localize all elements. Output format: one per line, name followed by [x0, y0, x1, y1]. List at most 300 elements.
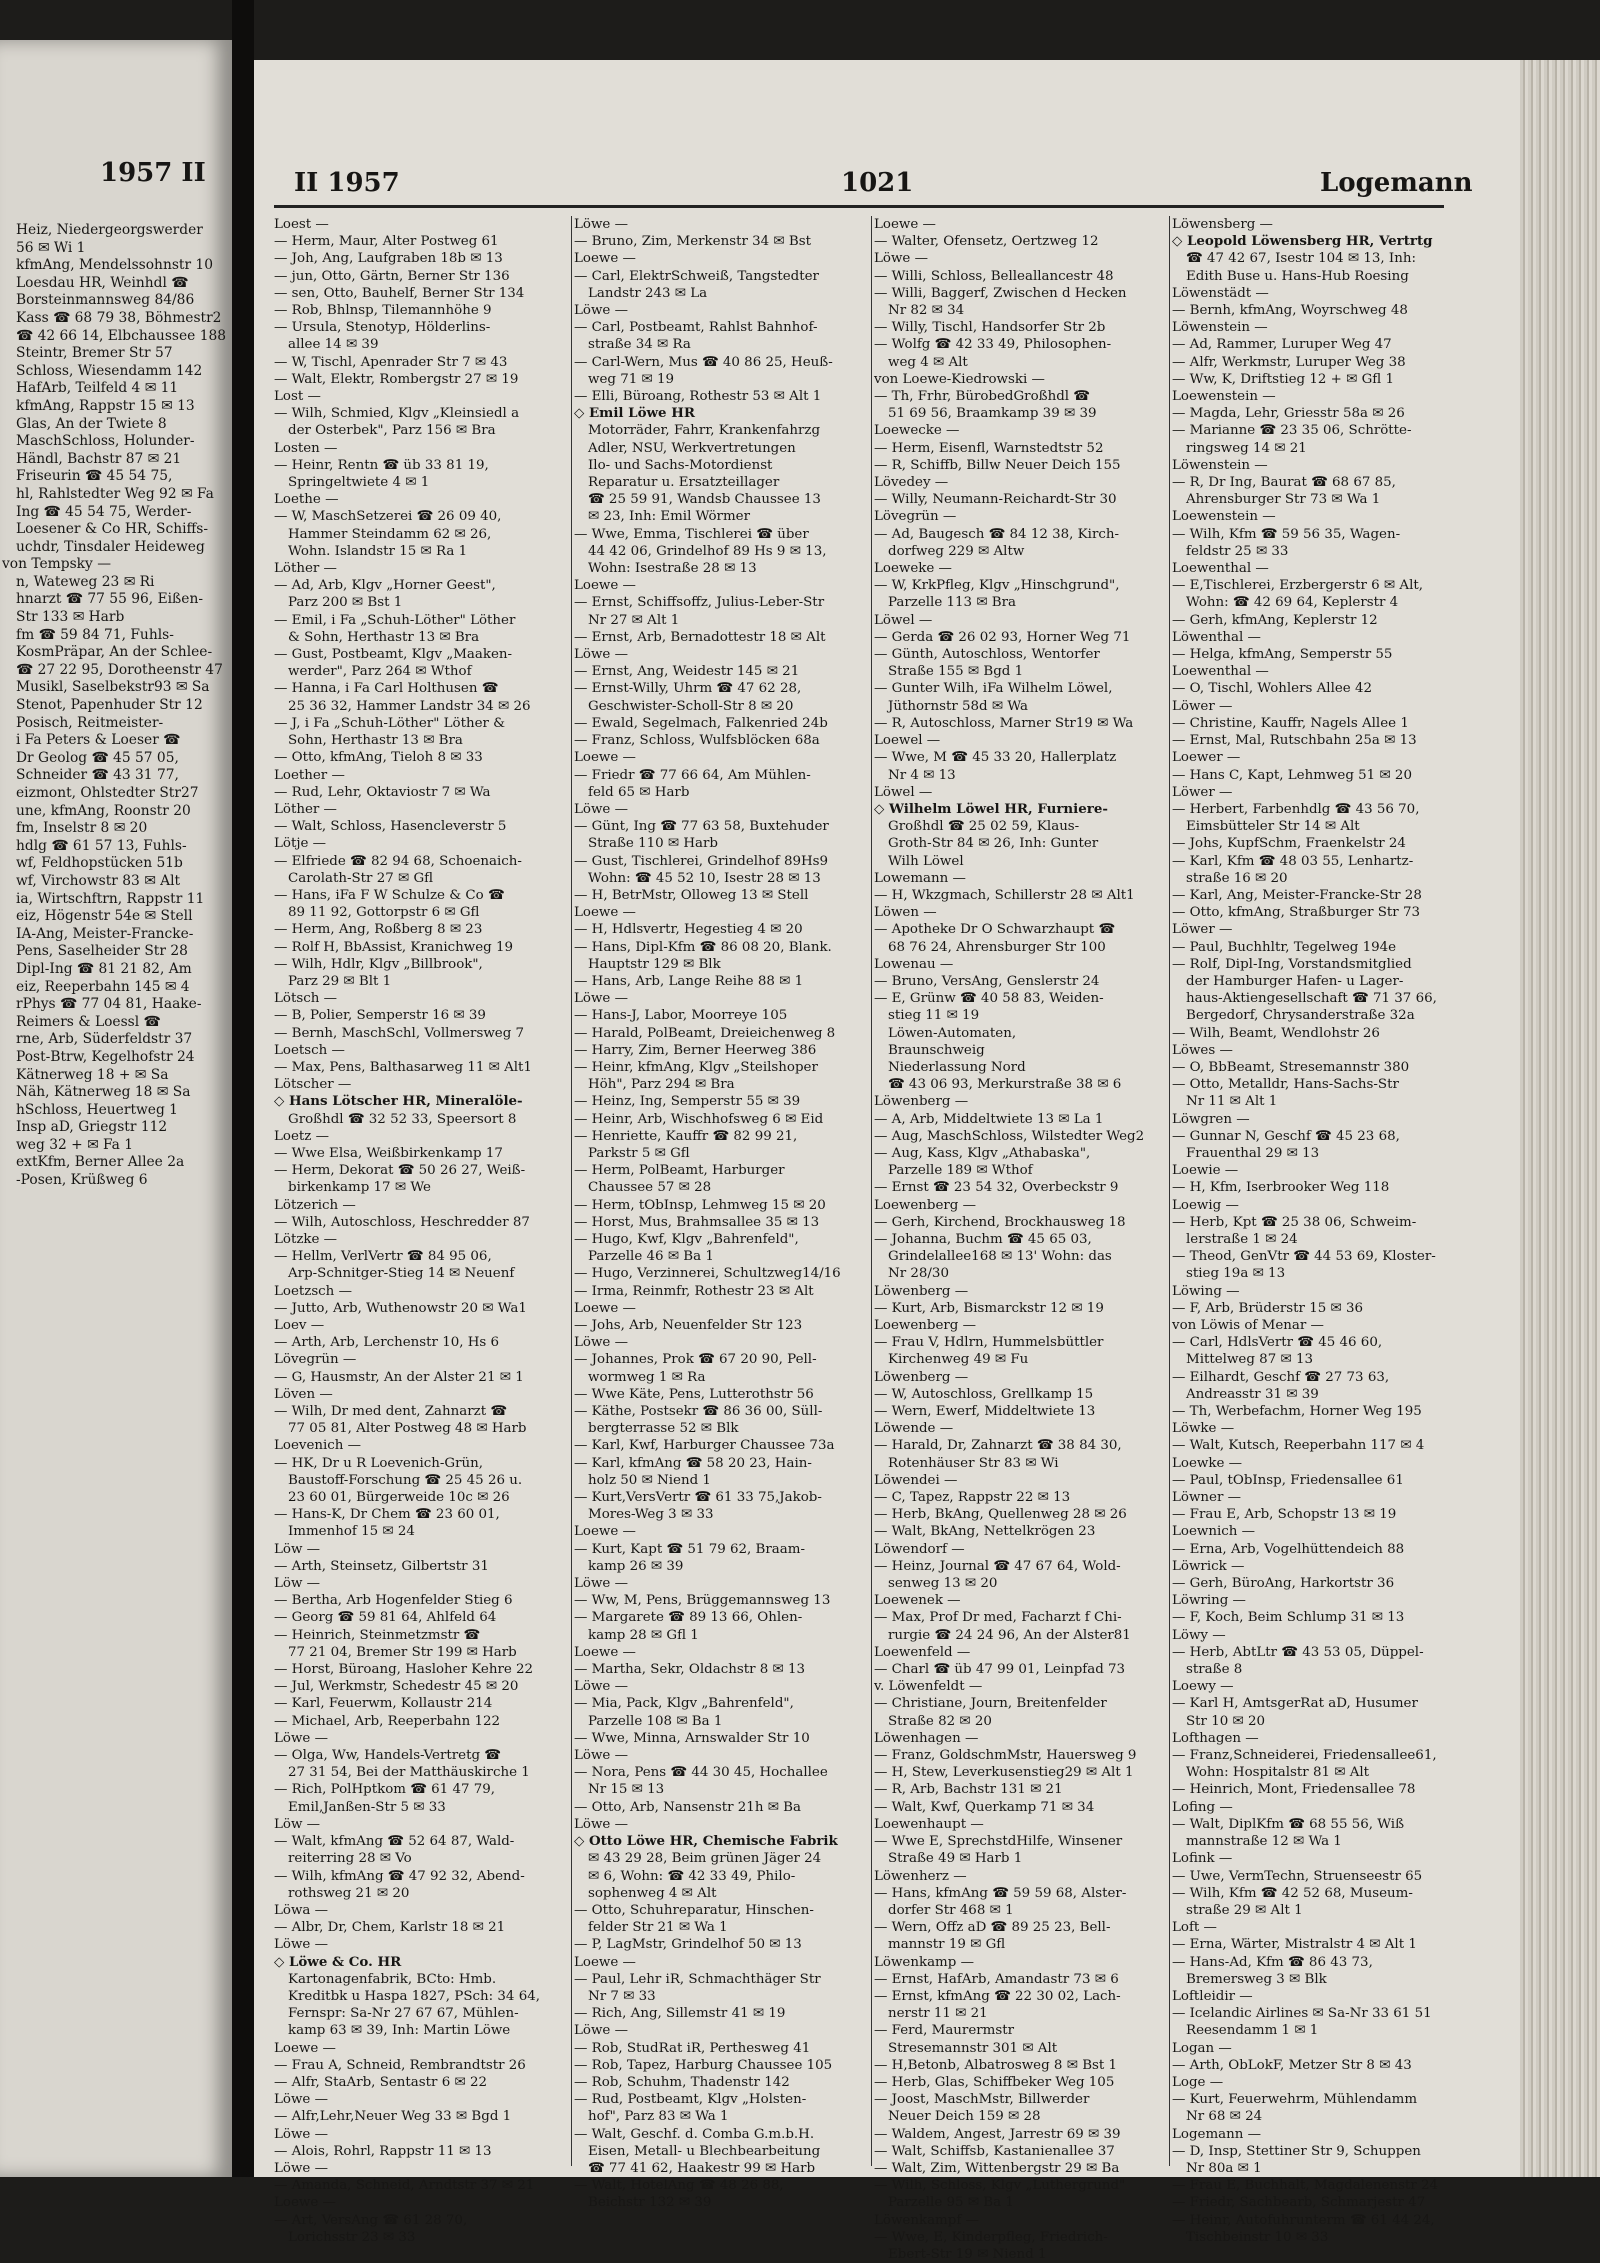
directory-entry-line: — Walt, kfmAng ☎ 52 64 87, Wald- — [274, 1834, 515, 1850]
directory-entry-line: Löven — — [274, 1386, 333, 1402]
directory-entry-line: Immenhof 15 ✉ 24 — [288, 1524, 415, 1540]
directory-entry-line: — Herm, Eisenfl, Warnstedtstr 52 — [874, 440, 1104, 456]
directory-entry-line: — C, Tapez, Rappstr 22 ✉ 13 — [874, 1490, 1071, 1506]
directory-entry-line: — Nora, Pens ☎ 44 30 45, Hochallee — [574, 1765, 828, 1781]
directory-entry-line: — Arth, Steinsetz, Gilbertstr 31 — [274, 1558, 489, 1574]
directory-entry-line: reiterring 28 ✉ Vo — [288, 1851, 412, 1867]
directory-entry-line: Lost — — [274, 389, 321, 405]
directory-entry-line: — Helga, kfmAng, Semperstr 55 — [1172, 647, 1393, 663]
directory-entry-line: kamp 26 ✉ 39 — [588, 1558, 684, 1574]
directory-entry-line: Löwenberg — — [874, 1369, 969, 1385]
header-year: II 1957 — [294, 168, 400, 198]
directory-entry-line: hSchloss, Heuertweg 1 — [16, 1101, 178, 1118]
directory-entry-line: — Otto, Schuhreparatur, Hinschen- — [574, 1902, 814, 1918]
directory-entry-line: — Hellm, VerlVertr ☎ 84 95 06, — [274, 1249, 492, 1265]
directory-entry-line: Chaussee 57 ✉ 28 — [588, 1180, 712, 1196]
directory-entry-line: — Gerh, BüroAng, Harkortstr 36 — [1172, 1576, 1395, 1592]
directory-entry-line: — Hanna, i Fa Carl Holthusen ☎ — [274, 681, 499, 697]
directory-entry-line: — Wwe, E, Kinderpfleg, Friedrich- — [874, 2229, 1108, 2245]
directory-entry-line: — Margarete ☎ 89 13 66, Ohlen- — [574, 1610, 803, 1626]
directory-entry-line: Nr 27 ✉ Alt 1 — [588, 612, 680, 628]
directory-entry-line: Löther — — [274, 801, 337, 817]
directory-entry-line: Loewe — — [574, 251, 636, 267]
directory-entry-line: — Christiane, Journ, Breitenfelder — [874, 1696, 1107, 1712]
directory-entry-line: — Hans-Ad, Kfm ☎ 86 43 73, — [1172, 1954, 1373, 1970]
directory-entry-line: — Heinz, Journal ☎ 47 67 64, Wold- — [874, 1558, 1121, 1574]
directory-entry-line: — Herm, tObInsp, Lehmweg 15 ✉ 20 — [574, 1197, 826, 1213]
directory-entry-line: Losten — — [274, 440, 338, 456]
directory-entry-line: — Walt, Kutsch, Reeperbahn 117 ✉ 4 — [1172, 1438, 1425, 1454]
directory-entry-line: Löwenberg — — [874, 1283, 969, 1299]
directory-entry-line: Höh", Parz 294 ✉ Bra — [588, 1077, 735, 1093]
directory-entry-line: — Apotheke Dr O Schwarzhaupt ☎ — [874, 922, 1116, 938]
directory-entry-line: — Wilh, Schmied, Klgv „Kleinsiedl a — [274, 406, 520, 422]
directory-entry-line: — Aug, MaschSchloss, Wilstedter Weg2 — [874, 1128, 1145, 1144]
directory-entry-line: Geschwister-Scholl-Str 8 ✉ 20 — [588, 698, 794, 714]
directory-entry-line: — Walt, Schloss, Hasencleverstr 5 — [274, 819, 507, 835]
directory-entry-line: Loewnich — — [1172, 1524, 1256, 1540]
directory-entry-line: — Kurt,VersVertr ☎ 61 33 75,Jakob- — [574, 1490, 822, 1506]
directory-entry-line: Loewenthal — — [1172, 664, 1269, 680]
directory-entry-line: — R, Dr Ing, Baurat ☎ 68 67 85, — [1172, 475, 1396, 491]
directory-entry-line: Eisen, Metall- u Blechbearbeitung — [588, 2143, 821, 2159]
directory-entry-line: — Th, Werbefachm, Horner Weg 195 — [1172, 1404, 1422, 1420]
directory-entry-line: — Heinr, Rentn ☎ üb 33 81 19, — [274, 457, 489, 473]
directory-entry-line: Andreasstr 31 ✉ 39 — [1186, 1386, 1319, 1402]
directory-entry-line: Nr 82 ✉ 34 — [888, 303, 965, 319]
directory-entry-line: — Gerh, kfmAng, Keplerstr 12 — [1172, 612, 1378, 628]
directory-entry-line: wormweg 1 ✉ Ra — [588, 1369, 706, 1385]
directory-entry-line: — Hans C, Kapt, Lehmweg 51 ✉ 20 — [1172, 767, 1412, 783]
directory-entry-line: Motorräder, Fahrr, Krankenfahrzg — [588, 423, 821, 439]
directory-entry-line: — Käthe, Postsekr ☎ 86 36 00, Süll- — [574, 1404, 823, 1420]
directory-entry-line: Adler, NSU, Werkvertretungen — [588, 440, 796, 456]
directory-entry-line: — H, Stew, Leverkusenstieg29 ✉ Alt 1 — [874, 1765, 1134, 1781]
directory-entry-line: Nr 28/30 — [888, 1266, 949, 1282]
directory-entry-line: — W, MaschSetzerei ☎ 26 09 40, — [274, 509, 502, 525]
directory-entry-line: — Marianne ☎ 23 35 06, Schrötte- — [1172, 423, 1412, 439]
directory-entry-line: Ilo- und Sachs-Motordienst — [588, 457, 773, 473]
directory-entry-line: Dipl-Ing ☎ 81 21 82, Am — [16, 960, 192, 977]
directory-entry-line: Parz 29 ✉ Blt 1 — [288, 973, 392, 989]
directory-entry-line: Löwendorf — — [874, 1541, 965, 1557]
directory-entry-line: Loewy — — [1172, 1679, 1234, 1695]
directory-entry-line: — Walt, Elektr, Rombergstr 27 ✉ 19 — [274, 371, 519, 387]
directory-entry-line: — Charl ☎ üb 47 99 01, Leinpfad 73 — [874, 1662, 1126, 1678]
directory-entry-line: straße 16 ✉ 20 — [1186, 870, 1288, 886]
directory-entry-line: Löwe — — [574, 647, 628, 663]
directory-entry-line: Niederlassung Nord — [888, 1059, 1026, 1075]
directory-column-4 — [1172, 216, 1472, 2246]
directory-entry-line: Parzelle 113 ✉ Bra — [888, 595, 1017, 611]
directory-entry-line: — Heinrich, Steinmetzmstr ☎ — [274, 1627, 481, 1643]
directory-entry-line: — Bruno, VersAng, Genslerstr 24 — [874, 973, 1100, 989]
directory-entry-line: — Willi, Schloss, Belleallancestr 48 — [874, 268, 1114, 284]
directory-entry-line: Löwe — — [574, 1748, 628, 1764]
page-number: 1021 — [841, 168, 914, 198]
directory-entry-line: Loewenthal — — [1172, 561, 1269, 577]
directory-entry-line: — Aug, Kass, Klgv „Athabaska", — [874, 1145, 1091, 1161]
directory-entry-line: lerstraße 1 ✉ 24 — [1186, 1231, 1298, 1247]
left-page-header: 1957 II — [100, 158, 206, 188]
directory-entry-line: ☎ 42 66 14, Elbchaussee 188 — [16, 327, 227, 344]
directory-entry-line: — Rolf H, BbAssist, Kranichweg 19 — [274, 939, 514, 955]
directory-entry-line: — Wilh, Dr med dent, Zahnarzt ☎ — [274, 1404, 508, 1420]
directory-entry-line: — W, KrkPfleg, Klgv „Hinschgrund", — [874, 578, 1120, 594]
directory-entry-line: eiz, Högenstr 54e ✉ Stell — [16, 908, 193, 925]
directory-entry-line: — E, Grünw ☎ 40 58 83, Weiden- — [874, 991, 1104, 1007]
directory-entry-line: — Karl, Ang, Meister-Francke-Str 28 — [1172, 887, 1422, 903]
directory-entry-line: Loetzsch — — [274, 1283, 352, 1299]
directory-entry-line: ☎ 43 06 93, Merkurstraße 38 ✉ 6 — [888, 1077, 1122, 1093]
directory-entry-line: — Frau A, Schneid, Rembrandtstr 26 — [274, 2057, 526, 2073]
directory-entry-line: — Gust, Tischlerei, Grindelhof 89Hs9 — [574, 853, 829, 869]
directory-entry-line: 56 ✉ Wi 1 — [16, 239, 86, 256]
directory-entry-line: — Otto, Metalldr, Hans-Sachs-Str — [1172, 1077, 1399, 1093]
directory-entry-line: — Ww, K, Driftstieg 12 + ✉ Gfl 1 — [1172, 371, 1395, 387]
directory-entry-line: 77 21 04, Bremer Str 199 ✉ Harb — [288, 1644, 517, 1660]
directory-entry-line: Löwer — — [1172, 698, 1233, 714]
directory-entry-line: — Amanda, Schneid, Arndtstr 37 ✉ 21 — [274, 2178, 535, 2194]
directory-entry-line: Emil,Janßen-Str 5 ✉ 33 — [288, 1799, 446, 1815]
directory-entry-line: Löwe — — [874, 251, 928, 267]
directory-entry-line: ◇ Leopold Löwensberg HR, Vertrtg — [1172, 233, 1433, 250]
directory-entry-line: Jüthornstr 58d ✉ Wa — [888, 698, 1028, 714]
directory-entry-line: der Osterbek", Parz 156 ✉ Bra — [288, 423, 496, 439]
directory-entry-line: — Art, VersAng ☎ 61 28 70, — [274, 2212, 468, 2228]
directory-entry-line: — R, Arb, Bachstr 131 ✉ 21 — [874, 1782, 1063, 1798]
directory-entry-line: Loewe — — [574, 578, 636, 594]
directory-entry-line: Loewer — — [1172, 750, 1241, 766]
directory-entry-line: — Heinr, Autofuhrunterm ☎ 61 44 24, — [1172, 2212, 1435, 2228]
directory-entry-line: 68 76 24, Ahrensburger Str 100 — [888, 939, 1106, 955]
directory-entry-line: — Walt, Schiffsb, Kastanienallee 37 — [874, 2143, 1115, 2159]
directory-entry-line: — jun, Otto, Gärtn, Berner Str 136 — [274, 268, 510, 284]
directory-entry-line: — Ernst-Willy, Uhrm ☎ 47 62 28, — [574, 681, 802, 697]
directory-entry-line: ◇ Hans Lötscher HR, Mineralöle- — [274, 1093, 523, 1110]
directory-entry-line: Bergedorf, Chrysanderstraße 32a — [1186, 1008, 1415, 1024]
directory-entry-line: — Hans, Arb, Lange Reihe 88 ✉ 1 — [574, 973, 804, 989]
directory-entry-line: — Willi, Baggerf, Zwischen d Hecken — [874, 285, 1127, 301]
directory-entry-line: ringsweg 14 ✉ 21 — [1186, 440, 1307, 456]
directory-entry-line: — Icelandic Airlines ✉ Sa-Nr 33 61 51 — [1172, 2006, 1432, 2022]
directory-entry-line: Loest — — [274, 217, 329, 232]
directory-entry-line: — Wilh, kfmAng ☎ 47 92 32, Abend- — [274, 1868, 525, 1884]
directory-entry-line: — Kurt, Kapt ☎ 51 79 62, Braam- — [574, 1541, 805, 1557]
directory-entry-line: — Hans, iFa F W Schulze & Co ☎ — [274, 887, 505, 903]
directory-entry-line: — Alfr,Lehr,Neuer Weg 33 ✉ Bgd 1 — [274, 2109, 512, 2125]
directory-entry-line: — Harry, Zim, Berner Heerweg 386 — [574, 1042, 817, 1058]
directory-entry-line: Posisch, Reitmeister- — [16, 714, 164, 731]
directory-entry-line: Neuer Deich 159 ✉ 28 — [888, 2109, 1041, 2125]
directory-entry-line: Loether — — [274, 767, 345, 783]
directory-entry-line: — Wern, Ewerf, Middeltwiete 13 — [874, 1404, 1096, 1420]
directory-entry-line: — Heinz, Ing, Semperstr 55 ✉ 39 — [574, 1094, 801, 1110]
directory-entry-line: Lorichsstr 23 ✉ 33 — [288, 2229, 416, 2245]
directory-entry-line: — Olga, Ww, Handels-Vertretg ☎ — [274, 1748, 501, 1764]
directory-entry-line: — Joost, MaschMstr, Billwerder — [874, 2092, 1090, 2108]
directory-entry-line: Kirchenweg 49 ✉ Fu — [888, 1352, 1029, 1368]
directory-entry-line: — Max, Prof Dr med, Facharzt f Chi- — [874, 1610, 1122, 1626]
directory-entry-line: — Heinr, Arb, Wischhofsweg 6 ✉ Eid — [574, 1111, 824, 1127]
directory-entry-line: Wohn. Islandstr 15 ✉ Ra 1 — [288, 543, 468, 559]
directory-entry-line: Kreditbk u Haspa 1827, PSch: 34 64, — [288, 1988, 540, 2004]
directory-entry-line: — Hans-K, Dr Chem ☎ 23 60 01, — [274, 1507, 500, 1523]
directory-entry-line: Loeweke — — [874, 561, 952, 577]
directory-entry-line: stieg 11 ✉ 19 — [888, 1008, 980, 1024]
directory-entry-line: Löwer — — [1172, 784, 1233, 800]
directory-entry-line: Loewenstein — — [1172, 389, 1276, 405]
directory-entry-line: allee 14 ✉ 39 — [288, 337, 379, 353]
directory-entry-line: Hauptstr 129 ✉ Blk — [588, 956, 721, 972]
directory-entry-line: Lofink — — [1172, 1851, 1233, 1867]
directory-entry-line: Groth-Str 84 ✉ 26, Inh: Gunter — [888, 836, 1099, 852]
left-page — [0, 40, 232, 2177]
directory-entry-line: — Herm, PolBeamt, Harburger — [574, 1163, 785, 1179]
directory-entry-line: — Max, Pens, Balthasarweg 11 ✉ Alt1 — [274, 1059, 532, 1075]
directory-entry-line: & Sohn, Herthastr 13 ✉ Bra — [288, 629, 480, 645]
directory-entry-line: Nr 80a ✉ 1 — [1186, 2160, 1262, 2176]
directory-entry-line: Kartonagenfabrik, BCto: Hmb. — [288, 1971, 497, 1987]
directory-entry-line: ✉ 6, Wohn: ☎ 42 33 49, Philo- — [588, 1868, 796, 1884]
directory-entry-line: Edith Buse u. Hans-Hub Roesing — [1186, 268, 1409, 284]
directory-entry-line: — Carl, HdlsVertr ☎ 45 46 60, — [1172, 1335, 1383, 1351]
directory-entry-line: Str 133 ✉ Harb — [16, 609, 125, 626]
directory-entry-line: ☎ 47 42 67, Isestr 104 ✉ 13, Inh: — [1186, 251, 1416, 267]
directory-entry-line: hl, Rahlstedter Weg 92 ✉ Fa — [16, 485, 214, 502]
directory-entry-line: Lötsch — — [274, 991, 337, 1007]
directory-entry-line: von Loewe-Kiedrowski — — [874, 371, 1045, 387]
directory-entry-line: Löwy — — [1172, 1627, 1226, 1643]
directory-entry-line: — Wwe, M ☎ 45 33 20, Hallerplatz — [874, 750, 1117, 766]
directory-entry-line: — Rud, Lehr, Oktaviostr 7 ✉ Wa — [274, 784, 491, 800]
directory-entry-line: — Gerh, Kirchend, Brockhausweg 18 — [874, 1214, 1126, 1230]
directory-entry-line: MaschSchloss, Holunder- — [16, 433, 195, 450]
directory-entry-line: Nr 7 ✉ 33 — [588, 1988, 656, 2004]
directory-column-3 — [874, 216, 1170, 2263]
directory-entry-line: — Wilh, Hdlr, Klgv „Billbrook", — [274, 956, 483, 972]
column-divider — [871, 216, 872, 2166]
directory-entry-line: — Rob, StudRat iR, Perthesweg 41 — [574, 2040, 811, 2056]
directory-entry-line: Löwke — — [1172, 1421, 1235, 1437]
directory-entry-line: Parzelle 46 ✉ Ba 1 — [588, 1249, 714, 1265]
directory-entry-line: fm, Inselstr 8 ✉ 20 — [16, 820, 148, 837]
directory-entry-line: — Johanna, Buchm ☎ 45 65 03, — [874, 1231, 1092, 1247]
directory-entry-line: Straße 110 ✉ Harb — [588, 836, 718, 852]
directory-entry-line: Loethe — — [274, 492, 339, 508]
directory-entry-line: Arp-Schnitger-Stieg 14 ✉ Neuenf — [288, 1266, 515, 1282]
directory-entry-line: — Gunnar N, Geschf ☎ 45 23 68, — [1172, 1128, 1400, 1144]
directory-entry-line: Bremersweg 3 ✉ Blk — [1186, 1971, 1327, 1987]
directory-entry-line: extKfm, Berner Allee 2a — [16, 1154, 185, 1171]
directory-entry-line: Schneider ☎ 43 31 77, — [16, 767, 179, 784]
directory-entry-line: — Ursula, Stenotyp, Hölderlins- — [274, 320, 491, 336]
directory-entry-line: senweg 13 ✉ 20 — [888, 1576, 998, 1592]
directory-entry-line: — Alfr, Werkmstr, Luruper Weg 38 — [1172, 354, 1406, 370]
column-divider — [571, 216, 572, 2166]
directory-entry-line: — B, Polier, Semperstr 16 ✉ 39 — [274, 1008, 486, 1024]
directory-entry-line: ✉ 43 29 28, Beim grünen Jäger 24 — [588, 1851, 822, 1867]
directory-entry-line: Lövegrün — — [874, 509, 957, 525]
directory-entry-line: Loewe — — [574, 1524, 636, 1540]
directory-entry-line: — H, Kfm, Iserbrooker Weg 118 — [1172, 1180, 1390, 1196]
directory-entry-line: 51 69 56, Braamkamp 39 ✉ 39 — [888, 406, 1097, 422]
directory-entry-line: — Carl-Wern, Mus ☎ 40 86 25, Heuß- — [574, 354, 833, 370]
directory-entry-line: — Willy, Tischl, Handsorfer Str 2b — [874, 320, 1106, 336]
directory-entry-line: — Alois, Rohrl, Rappstr 11 ✉ 13 — [274, 2143, 492, 2159]
directory-entry-line: — sen, Otto, Bauhelf, Berner Str 134 — [274, 285, 525, 301]
directory-entry-line: — Harald, PolBeamt, Dreieichenweg 8 — [574, 1025, 836, 1041]
directory-entry-line: — Rich, Ang, Sillemstr 41 ✉ 19 — [574, 2006, 786, 2022]
directory-entry-line: — F, Arb, Brüderstr 15 ✉ 36 — [1172, 1300, 1364, 1316]
directory-entry-line: Löwe — — [574, 991, 628, 1007]
directory-entry-line: — R, Schiffb, Billw Neuer Deich 155 — [874, 457, 1121, 473]
directory-entry-line: Löwenstein — — [1172, 320, 1268, 336]
directory-entry-line: Beichstr 132 ✉ 39 — [588, 2195, 712, 2211]
directory-entry-line: -Posen, Krüßweg 6 — [16, 1172, 148, 1189]
directory-entry-line: — Wolfg ☎ 42 33 49, Philosophen- — [874, 337, 1112, 353]
directory-entry-line: Löwing — — [1172, 1283, 1240, 1299]
directory-entry-line: — Gerda ☎ 26 02 93, Horner Weg 71 — [874, 629, 1131, 645]
directory-entry-line: Logan — — [1172, 2040, 1232, 2056]
directory-entry-line: Insp aD, Griegstr 112 — [16, 1119, 168, 1136]
directory-entry-line: Kätnerweg 18 + ✉ Sa — [16, 1066, 169, 1083]
directory-entry-line: — W, Tischl, Apenrader Str 7 ✉ 43 — [274, 354, 508, 370]
directory-entry-line: Sohn, Herthastr 13 ✉ Bra — [288, 733, 463, 749]
directory-entry-line: — Johannes, Prok ☎ 67 20 90, Pell- — [574, 1352, 817, 1368]
directory-page — [254, 60, 1600, 2262]
directory-entry-line: feld 65 ✉ Harb — [588, 784, 690, 800]
directory-entry-line: bergterrasse 52 ✉ Blk — [588, 1421, 739, 1437]
directory-entry-line: IA-Ang, Meister-Francke- — [16, 925, 194, 942]
directory-entry-line: 23 60 01, Bürgerweide 10c ✉ 26 — [288, 1490, 510, 1506]
directory-entry-line: mannstraße 12 ✉ Wa 1 — [1186, 1834, 1342, 1850]
directory-entry-line: — Bruno, Zim, Merkenstr 34 ✉ Bst — [574, 234, 811, 250]
directory-entry-line: — Wilh, Kfm ☎ 42 52 68, Museum- — [1172, 1885, 1413, 1901]
directory-entry-line: — Alfr, StaArb, Sentastr 6 ✉ 22 — [274, 2074, 487, 2090]
directory-entry-line: — H,Betonb, Albatrosweg 8 ✉ Bst 1 — [874, 2057, 1118, 2073]
directory-entry-line: Loftleidir — — [1172, 1988, 1253, 2004]
directory-entry-line: v. Löwenfeldt — — [874, 1679, 983, 1695]
directory-entry-line: rurgie ☎ 24 24 96, An der Alster81 — [888, 1627, 1131, 1643]
directory-entry-line: rne, Arb, Süderfeldstr 37 — [16, 1031, 193, 1048]
directory-entry-line: — Heinrich, Mont, Friedensallee 78 — [1172, 1782, 1416, 1798]
directory-entry-line: Löwe — — [574, 217, 628, 232]
directory-entry-line: sophenweg 4 ✉ Alt — [588, 1885, 717, 1901]
header-rule — [274, 205, 1444, 208]
directory-entry-line: Lövegrün — — [274, 1352, 357, 1368]
directory-entry-line: — F, Koch, Beim Schlump 31 ✉ 13 — [1172, 1610, 1405, 1626]
directory-entry-line: Loewe — — [274, 2195, 336, 2211]
directory-entry-line: Musikl, Saselbekstr93 ✉ Sa — [16, 679, 210, 696]
directory-entry-line: Lötscher — — [274, 1077, 352, 1093]
directory-entry-line: feldstr 25 ✉ 33 — [1186, 543, 1289, 559]
directory-entry-line: — Jul, Werkmstr, Schedestr 45 ✉ 20 — [274, 1679, 519, 1695]
directory-entry-line: — Harald, Dr, Zahnarzt ☎ 38 84 30, — [874, 1438, 1122, 1454]
directory-entry-line: Mores-Weg 3 ✉ 33 — [588, 1507, 714, 1523]
directory-entry-line: — Walt, BkAng, Nettelkrögen 23 — [874, 1524, 1096, 1540]
directory-entry-line: eiz, Reeperbahn 145 ✉ 4 — [16, 978, 190, 995]
directory-entry-line: Baustoff-Forschung ☎ 25 45 26 u. — [288, 1472, 523, 1488]
directory-entry-line: Grindelallee168 ✉ 13' Wohn: das — [888, 1249, 1112, 1265]
directory-entry-line: — Uwe, VermTechn, Struenseestr 65 — [1172, 1868, 1423, 1884]
directory-entry-line: Loewenhaupt — — [874, 1816, 984, 1832]
directory-entry-line: — Martha, Sekr, Oldachstr 8 ✉ 13 — [574, 1662, 806, 1678]
directory-entry-line: ☎ 77 41 62, Haakestr 99 ✉ Harb — [588, 2160, 816, 2176]
directory-entry-line: ia, Wirtschftrn, Rappstr 11 — [16, 890, 205, 907]
directory-entry-line: eizmont, Ohlstedter Str27 — [16, 785, 199, 801]
directory-entry-line: — Karl H, AmtsgerRat aD, Husumer — [1172, 1696, 1418, 1712]
directory-column-1 — [274, 216, 570, 2246]
directory-entry-line: — O, Tischl, Wohlers Allee 42 — [1172, 681, 1373, 697]
directory-entry-line: — Heinr, kfmAng, Klgv „Steilshoper — [574, 1059, 818, 1075]
directory-entry-line: — Ernst, Schiffsoffz, Julius-Leber-Str — [574, 595, 825, 611]
directory-entry-line: Löwel — — [874, 784, 933, 800]
directory-entry-line: Ebert-Str 19 ✉ Niend 1 — [888, 2246, 1047, 2262]
directory-entry-line: Eimsbütteler Str 14 ✉ Alt — [1186, 819, 1360, 835]
directory-entry-line: — Johs, Arb, Neuenfelder Str 123 — [574, 1318, 803, 1333]
page-edge — [1520, 60, 1600, 2177]
directory-entry-line: — Hans, Dipl-Kfm ☎ 86 08 20, Blank. — [574, 939, 832, 955]
directory-entry-line: kamp 28 ✉ Gfl 1 — [588, 1627, 699, 1643]
directory-entry-line: — Wwe, Minna, Arnswalder Str 10 — [574, 1730, 810, 1746]
directory-entry-line: Wohn: ☎ 45 52 10, Isestr 28 ✉ 13 — [588, 870, 821, 886]
directory-entry-line: Löwe — — [574, 2023, 628, 2039]
directory-entry-line: Friseurin ☎ 45 54 75, — [16, 468, 173, 485]
directory-entry-line: — Ferd, Maurermstr — [874, 2023, 1015, 2039]
directory-entry-line: — Elfriede ☎ 82 94 68, Schoenaich- — [274, 853, 522, 869]
directory-entry-line: Loewe — — [874, 217, 936, 232]
directory-entry-line: Lötzerich — — [274, 1197, 356, 1213]
directory-entry-line: Löwendei — — [874, 1472, 958, 1488]
directory-entry-line: i Fa Peters & Loeser ☎ — [16, 732, 181, 749]
directory-entry-line: — Magda, Lehr, Griesstr 58a ✉ 26 — [1172, 406, 1405, 422]
directory-entry-line: Stenot, Papenhuder Str 12 — [16, 697, 203, 714]
directory-entry-line: Loetsch — — [274, 1042, 345, 1058]
directory-entry-line: Straße 49 ✉ Harb 1 — [888, 1851, 1023, 1867]
directory-entry-line: — Frau E, Buchhalt, Magdalenenstr 24 — [1172, 2178, 1439, 2194]
directory-entry-line: — Herb, Kpt ☎ 25 38 06, Schweim- — [1172, 1214, 1417, 1230]
directory-entry-line: Loge — — [1172, 2074, 1224, 2090]
directory-entry-line: haus-Aktiengesellschaft ☎ 71 37 66, — [1186, 991, 1437, 1007]
directory-entry-line: von Tempsky — — [2, 556, 112, 573]
directory-entry-line: — Walt, Kwf, Querkamp 71 ✉ 34 — [874, 1799, 1095, 1815]
directory-entry-line: Löwe — — [274, 1730, 328, 1746]
directory-entry-line: Reimers & Loessl ☎ — [16, 1013, 161, 1030]
directory-entry-line: ◇ Otto Löwe HR, Chemische Fabrik — [574, 1833, 838, 1850]
directory-entry-line: Loewenberg — — [874, 1318, 977, 1333]
directory-entry-line: — Ernst, Arb, Bernadottestr 18 ✉ Alt — [574, 629, 826, 645]
directory-entry-line: — Henriette, Kauffr ☎ 82 99 21, — [574, 1128, 798, 1144]
directory-entry-line: straße 29 ✉ Alt 1 — [1186, 1902, 1303, 1918]
directory-entry-line: — Johs, KupfSchm, Fraenkelstr 24 — [1172, 836, 1406, 852]
directory-entry-line: Wohn: ☎ 42 69 64, Keplerstr 4 — [1186, 595, 1399, 611]
directory-entry-line: Loewenek — — [874, 1593, 961, 1609]
directory-entry-line: Löwenstädt — — [1172, 285, 1269, 301]
directory-entry-line: Lötje — — [274, 836, 327, 852]
directory-entry-line: — Ernst, Ang, Weidestr 145 ✉ 21 — [574, 664, 800, 680]
directory-entry-line: — Christine, Kauffr, Nagels Allee 1 — [1172, 715, 1409, 731]
directory-entry-line: Löther — — [274, 561, 337, 577]
directory-entry-line: kfmAng, Mendelssohnstr 10 — [16, 257, 213, 274]
directory-entry-line: kamp 63 ✉ 39, Inh: Martin Löwe — [288, 2023, 511, 2039]
directory-entry-line: Löwensberg — — [1172, 217, 1273, 232]
directory-entry-line: — Karl, kfmAng ☎ 58 20 23, Hain- — [574, 1455, 812, 1471]
directory-entry-line: Loewenfeld — — [874, 1644, 971, 1660]
directory-entry-line: — Walt, Geschf. d. Comba G.m.b.H. — [574, 2126, 815, 2142]
directory-entry-line: Loewke — — [1172, 1455, 1243, 1471]
directory-entry-line: Lofing — — [1172, 1799, 1233, 1815]
